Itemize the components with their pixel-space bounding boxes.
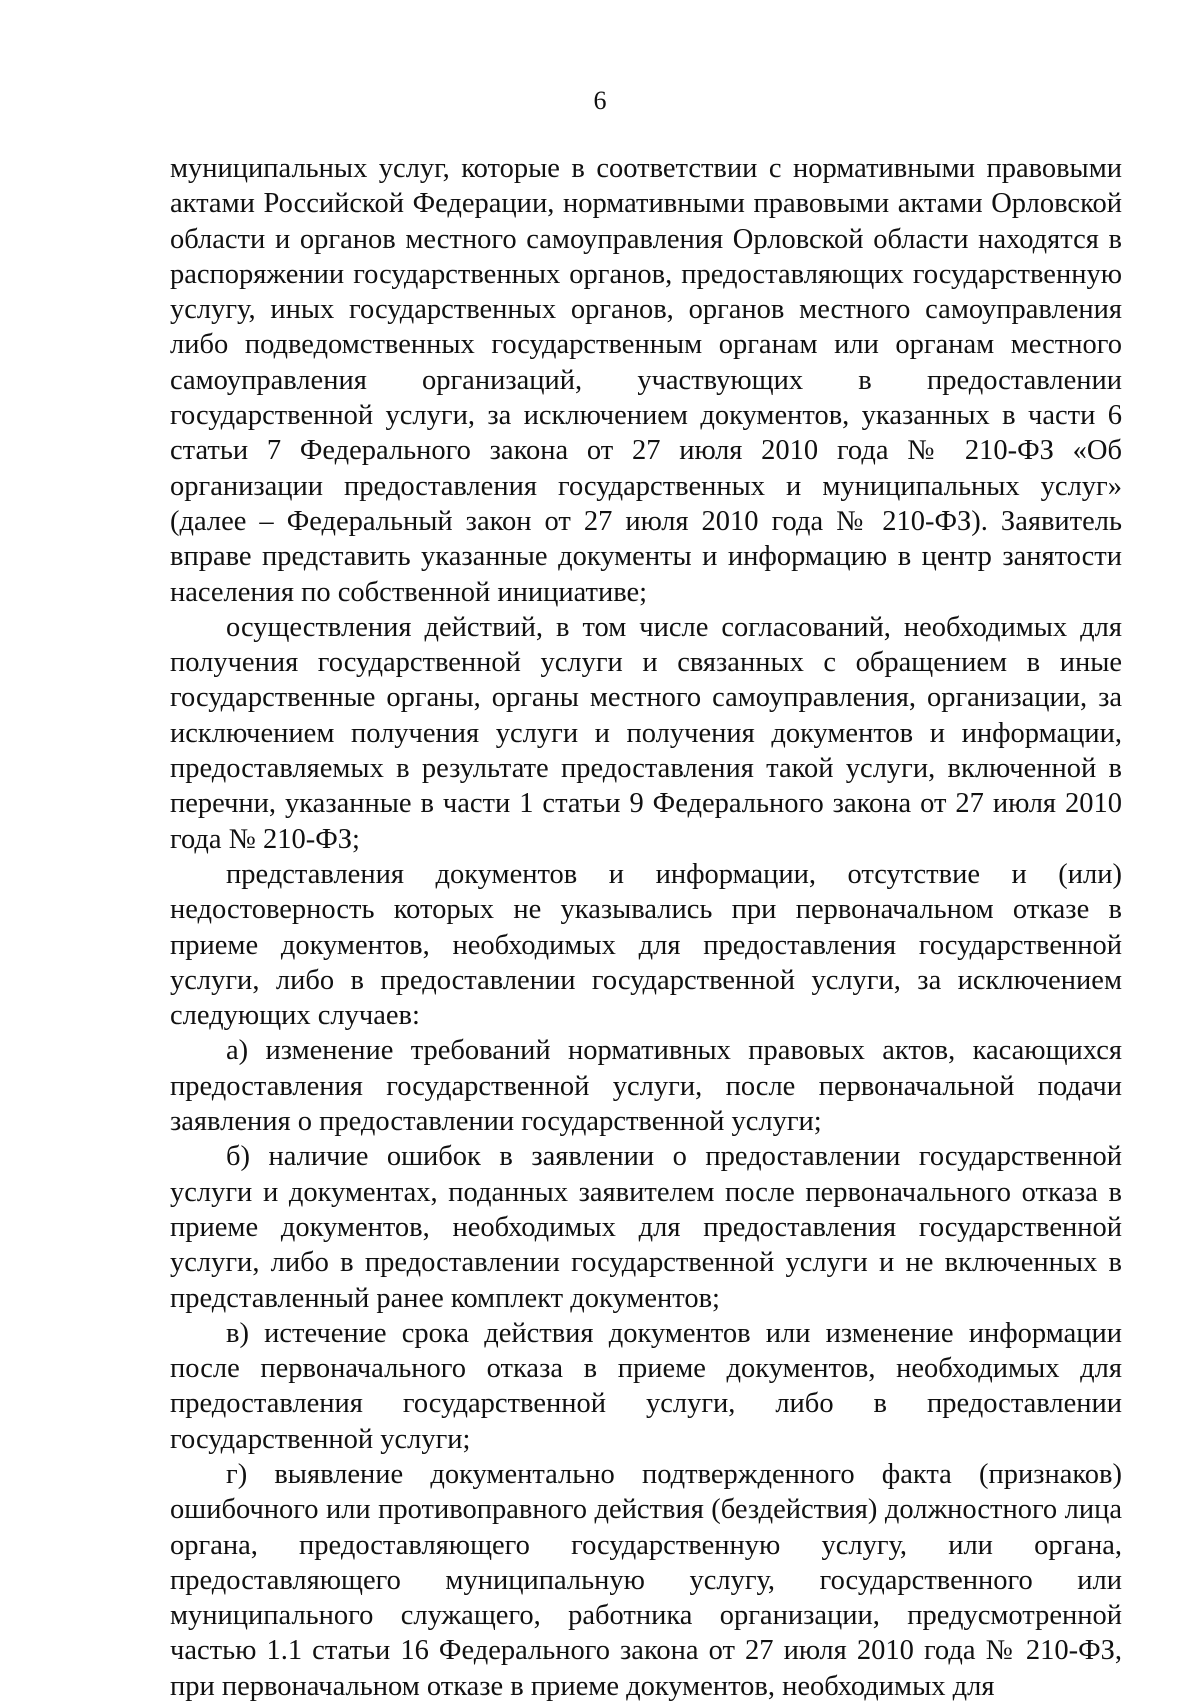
paragraph-continuation: муниципальных услуг, которые в соответствии с нормативными правовыми актами Российской Федерации, нормативными правовыми актами Орловской области и органов местного самоуправления Орловской области находятся в распоряжении государственных органов, предоставляющих государственную услугу, иных государственных органов, органов местного самоуправления либо подведомственных государственным органам или органам местного самоуправления организаций, участвующих в предоставлении государственной услуги, за исключением документов, указанных в части 6 статьи 7 Федерального закона от 27 июля 2010 года № 210-ФЗ «Об организации предоставления государственных и муниципальных услуг» (далее – Федеральный закон от 27 июля 2010 года № 210-ФЗ). Заявитель вправе представить указанные документы и информацию в центр занятости населения по собственной инициативе; [170, 153, 1122, 608]
paragraph-documents: представления документов и информации, отсутствие и (или) недостоверность которых не указывались при первоначальном отказе в приеме документов, необходимых для предоставления государственной услуги, либо в предоставлении государственной услуги, за исключением следующих случаев: [170, 858, 1122, 1032]
paragraph-item-v: в) истечение срока действия документов или изменение информации после первоначального отказа в приеме документов, необходимых для предоставления государственной услуги, либо в предоставлении государственной услуги; [170, 1317, 1122, 1455]
paragraph-actions: осуществления действий, в том числе согласований, необходимых для получения государственной услуги и связанных с обращением в иные государственные органы, органы местного самоуправления, организации, за исключением получения услуги и получения документов и информации, предоставляемых в результате предоставления такой услуги, включенной в перечни, указанные в части 1 статьи 9 Федерального закона от 27 июля 2010 года № 210-ФЗ; [170, 611, 1122, 855]
paragraph-item-a: а) изменение требований нормативных правовых актов, касающихся предоставления государственной услуги, после первоначальной подачи заявления о предоставлении государственной услуги; [170, 1035, 1122, 1138]
page-number: 6 [593, 86, 607, 115]
paragraph-item-g: г) выявление документально подтвержденного факта (признаков) ошибочного или противоправного действия (бездействия) должностного лица органа, предоставляющего государственную услугу, или органа, предоставляющего муниципальную услугу, государственного или муниципального служащего, работника организации, предусмотренной частью 1.1 статьи 16 Федерального закона от 27 июля 2010 года № 210-ФЗ, при первоначальном отказе в приеме документов, необходимых для [170, 1458, 1122, 1702]
document-body [170, 151, 1122, 1704]
paragraph-item-b: б) наличие ошибок в заявлении о предоставлении государственной услуги и документах, поданных заявителем после первоначального отказа в приеме документов, необходимых для предоставления государственной услуги, либо в предоставлении государственной услуги и не включенных в представленный ранее комплект документов; [170, 1141, 1122, 1314]
